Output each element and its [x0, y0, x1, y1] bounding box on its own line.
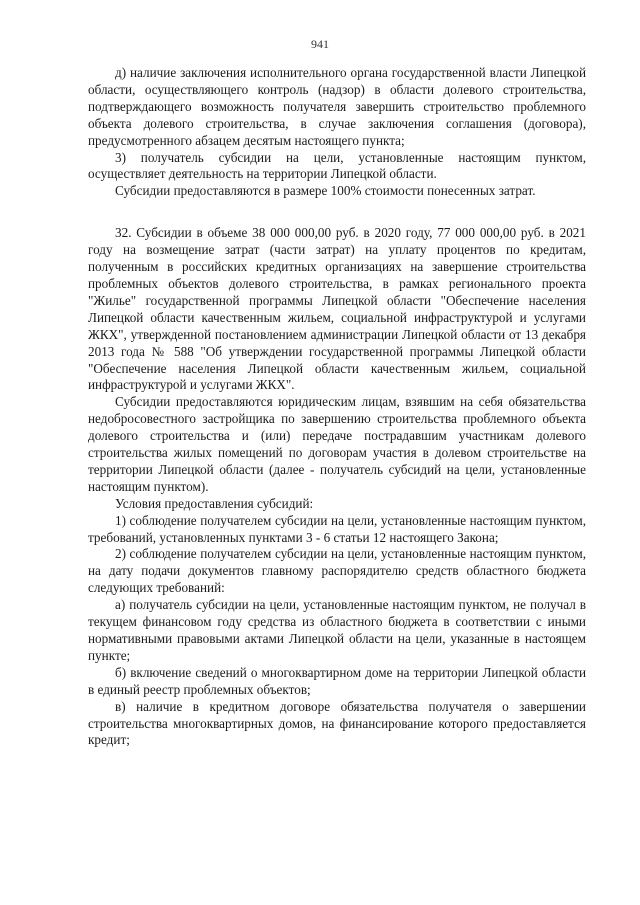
paragraph-item-3: 3) получатель субсидии на цели, установленные настоящим пунктом, осуществляет деятельность на территории Липецкой области. — [88, 149, 586, 182]
paragraph-recipients: Субсидии предоставляются юридическим лицам, взявшим на себя обязательства недобросовестного застройщика по завершению строительства проблемного объекта долевого строительства и (или) передаче пострадавшим участникам долевого строительства жилых помещений по договорам участия в долевом строительстве на территории Липецкой области (далее - получатель субсидий на цели, установленные настоящим пунктом). — [88, 394, 586, 494]
paragraph-condition-1: 1) соблюдение получателем субсидии на цели, установленные настоящим пунктом, требований, установленных пунктами 3 - 6 статьи 12 настоящего Закона; — [88, 512, 586, 545]
paragraph-subsidy-amount: Субсидии предоставляются в размере 100% стоимости понесенных затрат. — [115, 183, 536, 199]
paragraph-item-32: 32. Субсидии в объеме 38 000 000,00 руб. в 2020 году, 77 000 000,00 руб. в 2021 году на возмещение затрат (части затрат) на уплату процентов по кредитам, полученным в российских кредитных организациях на завершение строительства проблемных объектов долевого строительства, в рамках регионального проекта "Жилье" государственной программы Липецкой области "Обеспечение населения Липецкой области качественным жильем, социальной инфраструктурой и услугами ЖКХ", утвержденной постановлением администрации Липецкой области от 13 декабря 2013 года № 588 "Об утверждении государственной программы Липецкой области "Обеспечение населения Липецкой области качественным жильем, социальной инфраструктурой и услугами ЖКХ". — [88, 225, 586, 393]
paragraph-item-b: б) включение сведений о многоквартирном доме на территории Липецкой области в единый реестр проблемных объектов; — [88, 664, 586, 697]
paragraph-item-d: д) наличие заключения исполнительного органа государственной власти Липецкой области, осуществляющего контроль (надзор) в области долевого строительства, подтверждающего возможность получателя завершить строительство проблемного объекта долевого строительства, в случае заключения соглашения (договора), предусмотренного абзацем десятым настоящего пункта; — [88, 65, 586, 148]
paragraph-conditions-heading: Условия предоставления субсидий: — [115, 495, 314, 511]
paragraph-item-v: в) наличие в кредитном договоре обязательства получателя о завершении строительства многоквартирных домов, на финансирование которого предоставляется кредит; — [88, 698, 586, 748]
document-body — [88, 65, 586, 749]
page-number: 941 — [311, 37, 329, 51]
paragraph-condition-2: 2) соблюдение получателем субсидии на цели, установленные настоящим пунктом, на дату подачи документов главному распорядителю средств областного бюджета следующих требований: — [88, 546, 586, 596]
paragraph-item-a: а) получатель субсидии на цели, установленные настоящим пунктом, не получал в текущем финансовом году средства из областного бюджета в соответствии с иными нормативными правовыми актами Липецкой области на цели, указанные в настоящем пункте; — [88, 597, 586, 663]
paragraph-spacer — [88, 200, 586, 225]
